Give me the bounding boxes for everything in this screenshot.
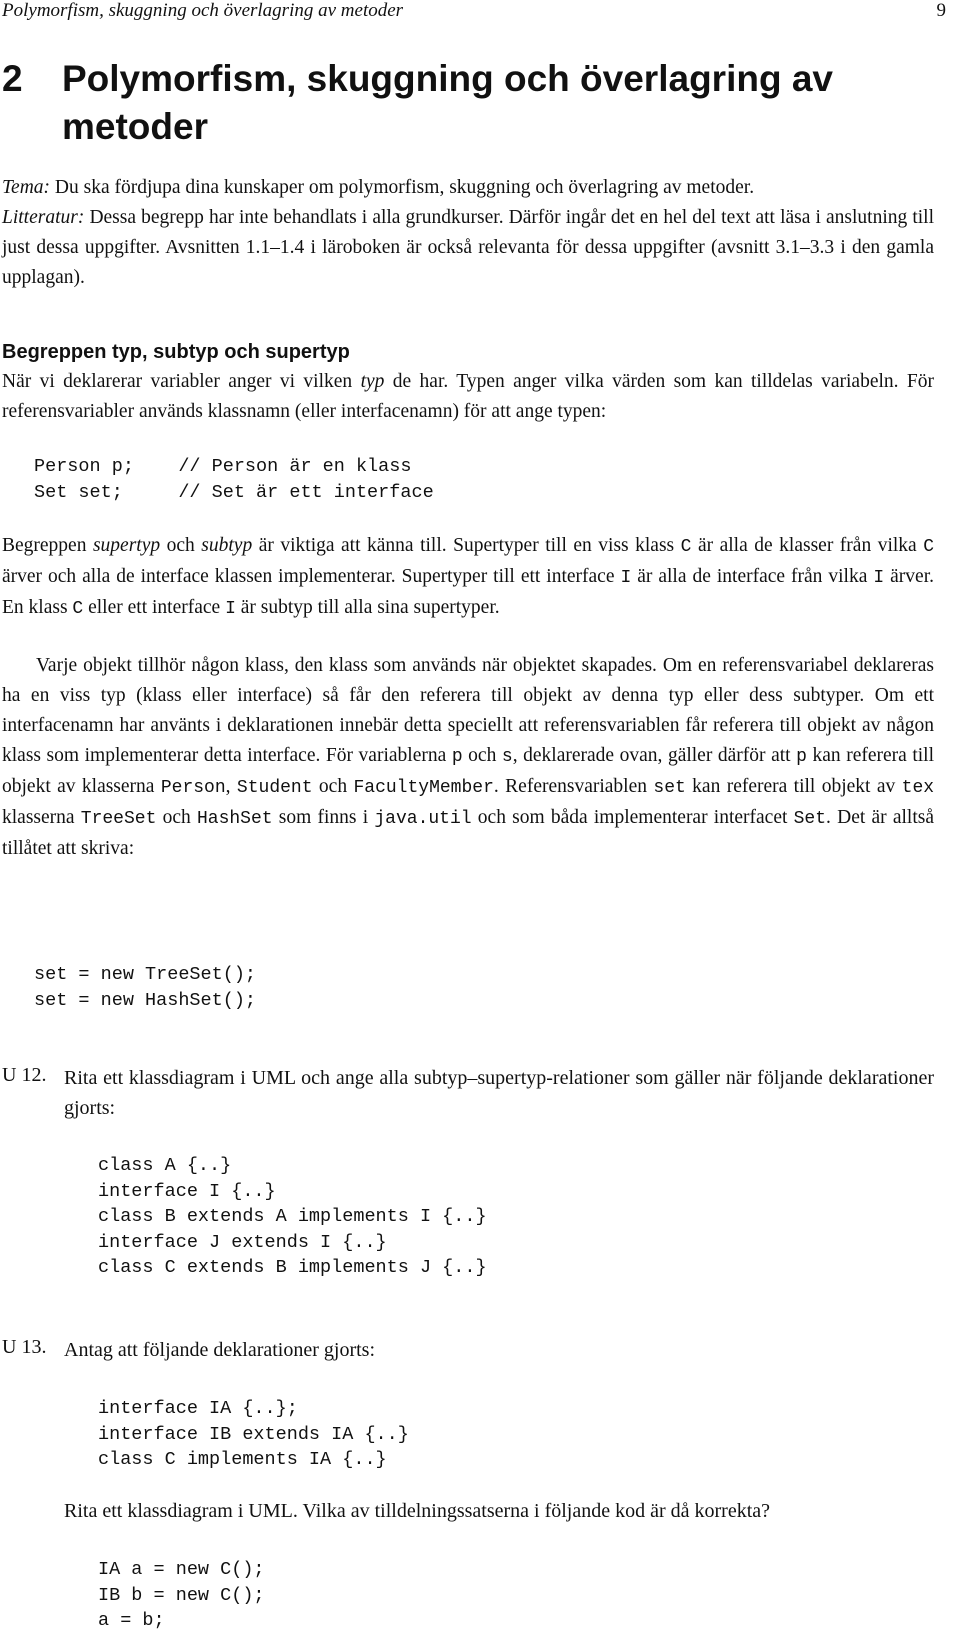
running-header: Polymorfism, skuggning och överlagring av metoder	[2, 0, 404, 21]
exercise-question-u13: Rita ett klassdiagram i UML. Vilka av tilldelningssatserna i följande kod är då korrekta?	[64, 1500, 771, 1522]
exercise-text-u12: Rita ett klassdiagram i UML och ange alla subtyp–supertyp-relationer som gäller när följande deklarationer gjorts:	[64, 1067, 934, 1119]
code-term: C	[72, 599, 84, 619]
code-term: I	[620, 568, 632, 588]
code-term: p	[451, 747, 463, 767]
text-run: Varje objekt tillhör någon klass, den klass som används när objektet skapades. Om en referensvariabel deklareras ha en viss typ (klass eller interface) så får den referera till objekt av denna typ eller dess subtyper. Om ett interfacenamn har använts i deklarationen innebär detta speciellt att referensvariablen får referera till objekt av någon klass som implementerar detta interface. För variablerna	[2, 655, 934, 766]
text-run: , deklarerade ovan, gäller därför att	[512, 745, 797, 766]
text-run: och	[462, 745, 502, 766]
code-term: FacultyMember	[353, 778, 494, 798]
code-term: C	[680, 537, 692, 557]
code-term: set	[653, 778, 686, 798]
text-run: . Referensvariablen	[493, 776, 654, 797]
section-title	[2, 55, 902, 151]
litteratur-label: Litteratur:	[2, 207, 85, 228]
code-term: I	[873, 568, 885, 588]
text-run: och som båda implementerar interfacet	[471, 807, 794, 828]
text-run: och	[156, 807, 197, 828]
code-term: I	[225, 599, 236, 619]
litteratur-text: Dessa begrepp har inte behandlats i alla grundkurser. Därför ingår det en hel del text att läsa i anslutning till just dessa uppgifter. Avsnitten 1.1–1.4 i läroboken är också relevanta för dessa uppgifter (avsnitt 3.1–3.3 i den gamla upplagan).	[2, 207, 934, 288]
text-run: ärver. En klass	[2, 566, 934, 618]
code-term: java.util	[374, 809, 472, 829]
code-term: Student	[236, 778, 313, 798]
text-run: är viktiga att känna till. Supertyper till en viss klass	[252, 535, 681, 556]
page-number: 9	[936, 0, 946, 21]
code-term: C	[923, 537, 935, 557]
code-block-declarations: Person p; // Person är en klass Set set; // Set är ett interface	[34, 456, 434, 503]
section-number: 2	[2, 58, 23, 99]
exercise-text-u13: Antag att följande deklarationer gjorts:	[64, 1339, 376, 1361]
code-term: Set	[793, 809, 827, 829]
tema-label: Tema:	[2, 177, 51, 198]
text-run: är subtyp till alla sina supertyper.	[235, 597, 500, 618]
text-run: Begreppen	[2, 535, 93, 556]
text-run: . Det är alltså tillåtet att skriva:	[2, 807, 934, 859]
paragraph-supertypes	[2, 531, 934, 624]
text-run: som finns i	[272, 807, 375, 828]
code-term: Person	[160, 778, 226, 798]
text-run: är alla de klasser från vilka	[691, 535, 924, 556]
section-title-line2: metoder	[62, 106, 208, 147]
code-block-u12: class A {..} interface I {..} class B extends A implements I {..} interface J extends I {..} class C extends B implements J {..}	[98, 1155, 487, 1278]
code-block-u13: interface IA {..}; interface IB extends IA {..} class C implements IA {..}	[98, 1398, 409, 1470]
term-typ: typ	[360, 371, 385, 392]
text-run: klasserna	[2, 807, 81, 828]
code-term: TreeSet	[80, 809, 157, 829]
exercise-label-u13: U 13.	[2, 1336, 47, 1358]
text-run: kan referera till objekt av	[685, 776, 902, 797]
paragraph-types	[2, 367, 934, 427]
code-block-sets: set = new TreeSet(); set = new HashSet();	[34, 964, 257, 1011]
term-subtyp: subtyp	[201, 535, 253, 556]
text-run: När vi deklarerar variabler anger vi vilken	[2, 371, 361, 392]
tema-text: Du ska fördjupa dina kunskaper om polymorfism, skuggning och överlagring av metoder.	[50, 177, 755, 198]
section-title-line1: Polymorfism, skuggning och överlagring av	[62, 58, 833, 99]
text-run: eller ett interface	[83, 597, 226, 618]
code-term: s	[501, 747, 513, 767]
exercise-label-u12: U 12.	[2, 1064, 47, 1086]
code-term: p	[796, 747, 807, 767]
text-run: kan referera till objekt av klasserna	[2, 745, 935, 797]
code-term: HashSet	[196, 809, 273, 829]
text-run: de har. Typen anger vilka värden som kan tilldelas variabeln. För referensvariabler används klassnamn (eller interfacenamn) för att ange typen:	[2, 371, 934, 422]
term-supertyp: supertyp	[92, 535, 161, 556]
text-run: ärver och alla de interface klassen implementerar. Supertyper till ett interface	[2, 566, 621, 587]
code-term: tex	[901, 778, 935, 798]
text-run: och	[160, 535, 202, 556]
text-run: är alla de interface från vilka	[631, 566, 874, 587]
text-run: ,	[225, 776, 237, 797]
subsection-title: Begreppen typ, subtyp och supertyp	[2, 341, 350, 363]
paragraph-objects	[2, 651, 934, 864]
code-block-u13-assignments: IA a = new C(); IB b = new C(); a = b;	[98, 1559, 265, 1631]
intro-paragraph	[2, 173, 934, 293]
text-run: och	[312, 776, 354, 797]
